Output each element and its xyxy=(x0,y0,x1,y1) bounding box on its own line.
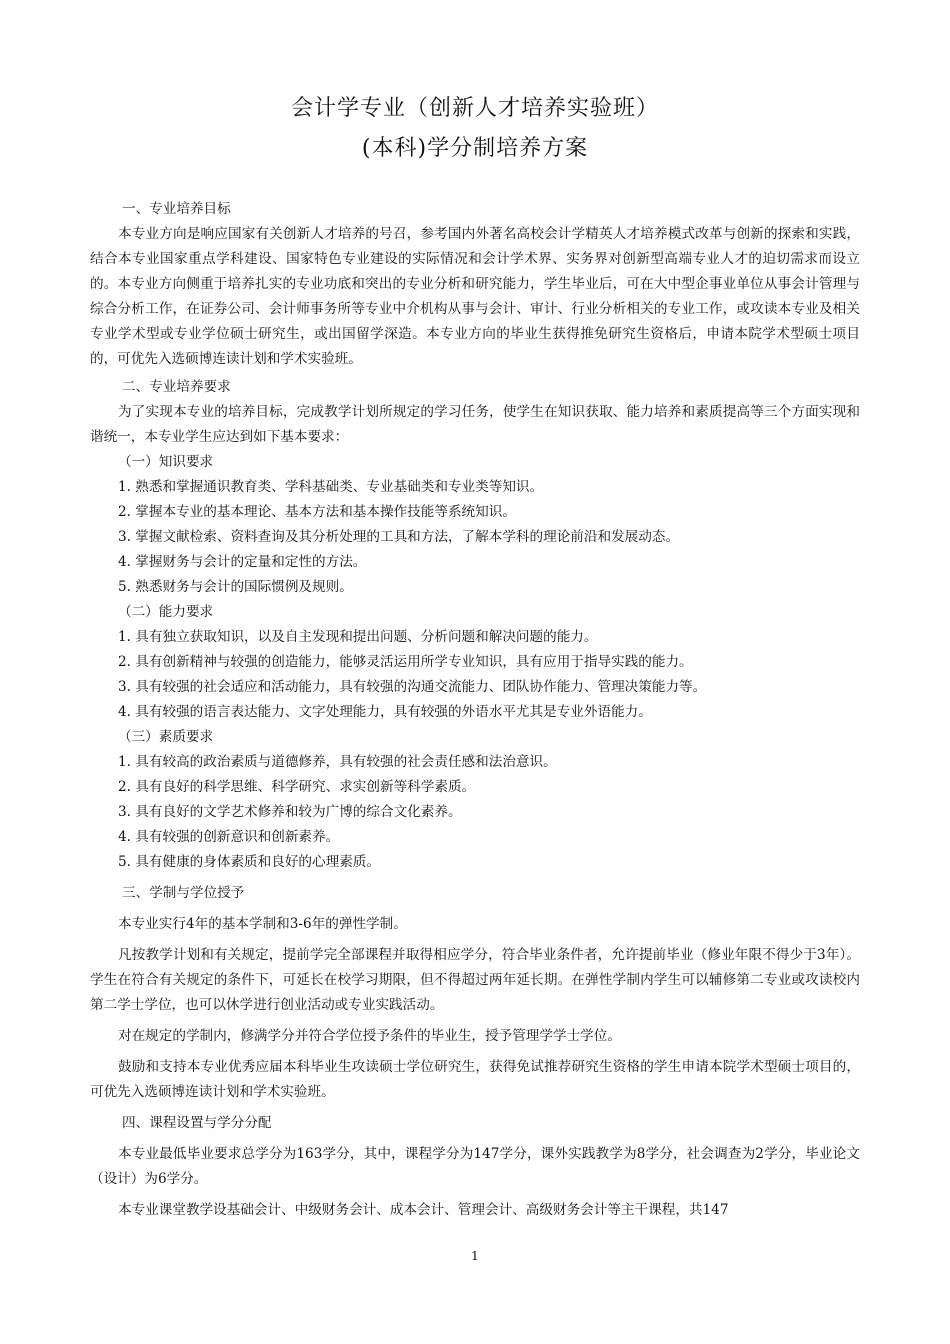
list-item: 1. 具有较高的政治素质与道德修养，具有较强的社会责任感和法治意识。 xyxy=(118,754,557,770)
list-item: 5. 熟悉财务与会计的国际惯例及规则。 xyxy=(118,579,353,595)
list-item: 3. 具有良好的文学艺术修养和较为广博的综合文化素养。 xyxy=(118,804,462,820)
list-item: 3. 掌握文献检索、资料查询及其分析处理的工具和方法，了解本学科的理论前沿和发展动态。 xyxy=(118,529,680,545)
list-item: 2. 掌握本专业的基本理论、基本方法和基本操作技能等系统知识。 xyxy=(118,504,516,520)
list-item: 4. 具有较强的创新意识和创新素养。 xyxy=(118,829,340,845)
document-body xyxy=(90,197,860,1223)
subsection-heading-ability: （二）能力要求 xyxy=(118,604,214,620)
section-heading-degree: 三、学制与学位授予 xyxy=(122,885,245,901)
section-paragraph: 本专业实行4年的基本学制和3-6年的弹性学制。 xyxy=(118,916,407,932)
section-paragraph: 本专业课堂教学设基础会计、中级财务会计、成本会计、管理会计、高级财务会计等主干课程，共147 xyxy=(118,1202,729,1218)
section-paragraph: 本专业最低毕业要求总学分为163学分，其中，课程学分为147学分，课外实践教学为8学分，社会调查为2学分，毕业论文（设计）为6学分。 xyxy=(90,1146,860,1187)
list-item: 4. 具有较强的语言表达能力、文字处理能力，具有较强的外语水平尤其是专业外语能力。 xyxy=(118,704,652,720)
list-item: 2. 具有创新精神与较强的创造能力，能够灵活运用所学专业知识，具有应用于指导实践的能力。 xyxy=(118,654,693,670)
list-item: 2. 具有良好的科学思维、科学研究、求实创新等科学素质。 xyxy=(118,779,476,795)
section-heading-curriculum: 四、课程设置与学分分配 xyxy=(122,1115,272,1131)
subsection-heading-quality: （三）素质要求 xyxy=(118,729,214,745)
list-item: 1. 具有独立获取知识，以及自主发现和提出问题、分析问题和解决问题的能力。 xyxy=(118,629,598,645)
list-item: 3. 具有较强的社会适应和活动能力，具有较强的沟通交流能力、团队协作能力、管理决策能力等。 xyxy=(118,679,707,695)
list-item: 1. 熟悉和掌握通识教育类、学科基础类、专业基础类和专业类等知识。 xyxy=(118,479,544,495)
page-number: 1 xyxy=(471,1249,479,1263)
section-paragraph-training-goal: 本专业方向是响应国家有关创新人才培养的号召，参考国内外著名高校会计学精英人才培养模式改革与创新的探索和实践，结合本专业国家重点学科建设、国家特色专业建设的实际情况和会计学术界、实务界对创新型高端专业人才的迫切需求而设立的。本专业方向侧重于培养扎实的专业功底和突出的专业分析和研究能力，学生毕业后，可在大中型企事业单位从事会计管理与综合分析工作，在证券公司、会计师事务所等专业中介机构从事与会计、审计、行业分析相关的专业工作，或攻读本专业及相关专业学术型或专业学位硕士研究生，或出国留学深造。本专业方向的毕业生获得推免研究生资格后，申请本院学术型硕士项目的，可优先入选硕博连读计划和学术实验班。 xyxy=(90,226,860,367)
section-paragraph: 对在规定的学制内，修满学分并符合学位授予条件的毕业生，授予管理学学士学位。 xyxy=(118,1028,621,1044)
document-title-line2: (本科)学分制培养方案 xyxy=(361,136,589,161)
list-item: 5. 具有健康的身体素质和良好的心理素质。 xyxy=(118,854,380,870)
section-heading-training-goal: 一、专业培养目标 xyxy=(122,201,231,217)
section-heading-training-requirements: 二、专业培养要求 xyxy=(122,379,231,395)
section-paragraph: 凡按教学计划和有关规定，提前学完全部课程并取得相应学分，符合毕业条件者，允许提前毕业（修业年限不得少于3年）。学生在符合有关规定的条件下，可延长在校学习期限，但不得超过两年延长期。在弹性学制内学生可以辅修第二专业或攻读校内第二学士学位，也可以休学进行创业活动或专业实践活动。 xyxy=(90,947,860,1013)
subsection-heading-knowledge: （一）知识要求 xyxy=(118,454,214,470)
list-item: 4. 掌握财务与会计的定量和定性的方法。 xyxy=(118,554,367,570)
document-title-line1: 会计学专业（创新人才培养实验班） xyxy=(290,96,659,121)
section-paragraph: 鼓励和支持本专业优秀应届本科毕业生攻读硕士学位研究生，获得免试推荐研究生资格的学生申请本院学术型硕士项目的，可优先入选硕博连读计划和学术实验班。 xyxy=(90,1059,860,1100)
section-paragraph-requirements-intro: 为了实现本专业的培养目标，完成教学计划所规定的学习任务，使学生在知识获取、能力培养和素质提高等三个方面实现和谐统一，本专业学生应达到如下基本要求： xyxy=(90,404,860,445)
